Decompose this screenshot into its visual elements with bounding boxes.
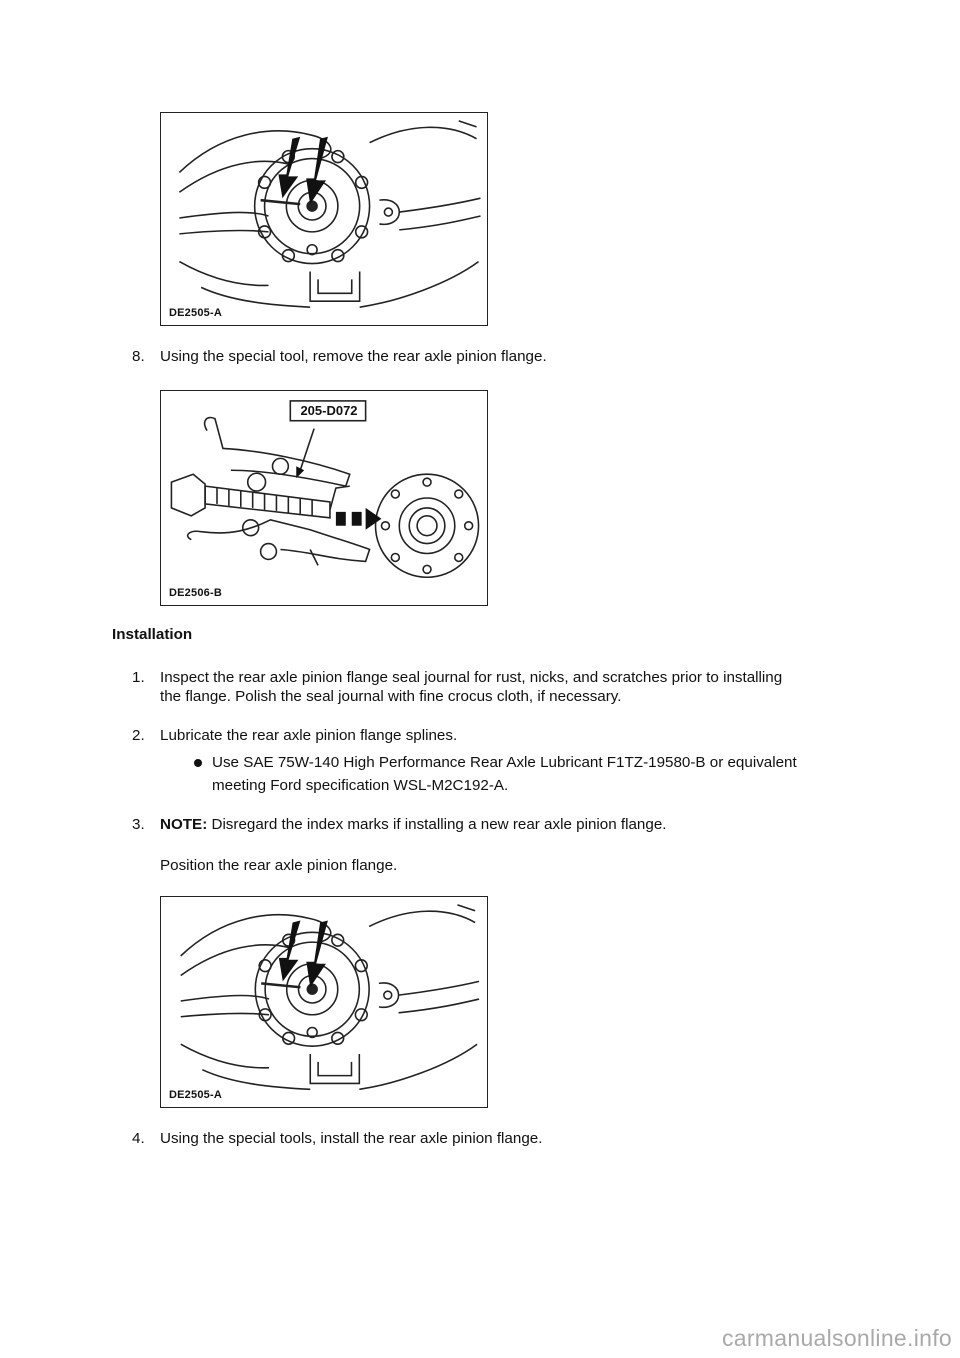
step-3-text: Position the rear axle pinion flange. — [160, 857, 398, 874]
tool-callout-label: 205-D072 — [300, 403, 358, 418]
step-4-number: 4. — [132, 1130, 145, 1147]
step-1-line-2: the flange. Polish the seal journal with fine crocus cloth, if necessary. — [160, 688, 622, 705]
step-8-text: Using the special tool, remove the rear axle pinion flange. — [160, 348, 547, 365]
figure-code: DE2506-B — [169, 587, 222, 599]
flange-index-marks-illustration-2 — [161, 897, 487, 1107]
step-3-note — [160, 814, 667, 836]
bullet-icon — [194, 759, 202, 767]
step-2-bullet-line-2: meeting Ford specification WSL-M2C192-A. — [212, 777, 509, 794]
step-4-text: Using the special tools, install the rear axle pinion flange. — [160, 1130, 543, 1147]
puller-tool-illustration — [161, 391, 487, 605]
figure-code: DE2505-A — [169, 1089, 222, 1101]
figure-code: DE2505-A — [169, 307, 222, 319]
step-3-number: 3. — [132, 816, 145, 833]
note-label: NOTE: — [160, 816, 208, 833]
section-heading-installation: Installation — [112, 626, 193, 643]
step-1-line-1: Inspect the rear axle pinion flange seal journal for rust, nicks, and scratches prior to installing — [160, 669, 783, 686]
site-watermark: carmanualsonline.info — [721, 1325, 952, 1351]
flange-index-marks-illustration — [161, 113, 487, 325]
note-text: Disregard the index marks if installing a new rear axle pinion flange. — [207, 816, 667, 833]
step-2-bullet-line-1: Use SAE 75W-140 High Performance Rear Axle Lubricant F1TZ-19580-B or equivalent — [212, 754, 797, 771]
figure-pinion-flange-index-marks — [160, 112, 488, 326]
step-8-number: 8. — [132, 348, 145, 365]
figure-puller-tool — [160, 390, 488, 606]
step-2-text: Lubricate the rear axle pinion flange splines. — [160, 727, 458, 744]
step-1-number: 1. — [132, 669, 145, 686]
figure-pinion-flange-index-marks-2 — [160, 896, 488, 1108]
step-2-number: 2. — [132, 727, 145, 744]
